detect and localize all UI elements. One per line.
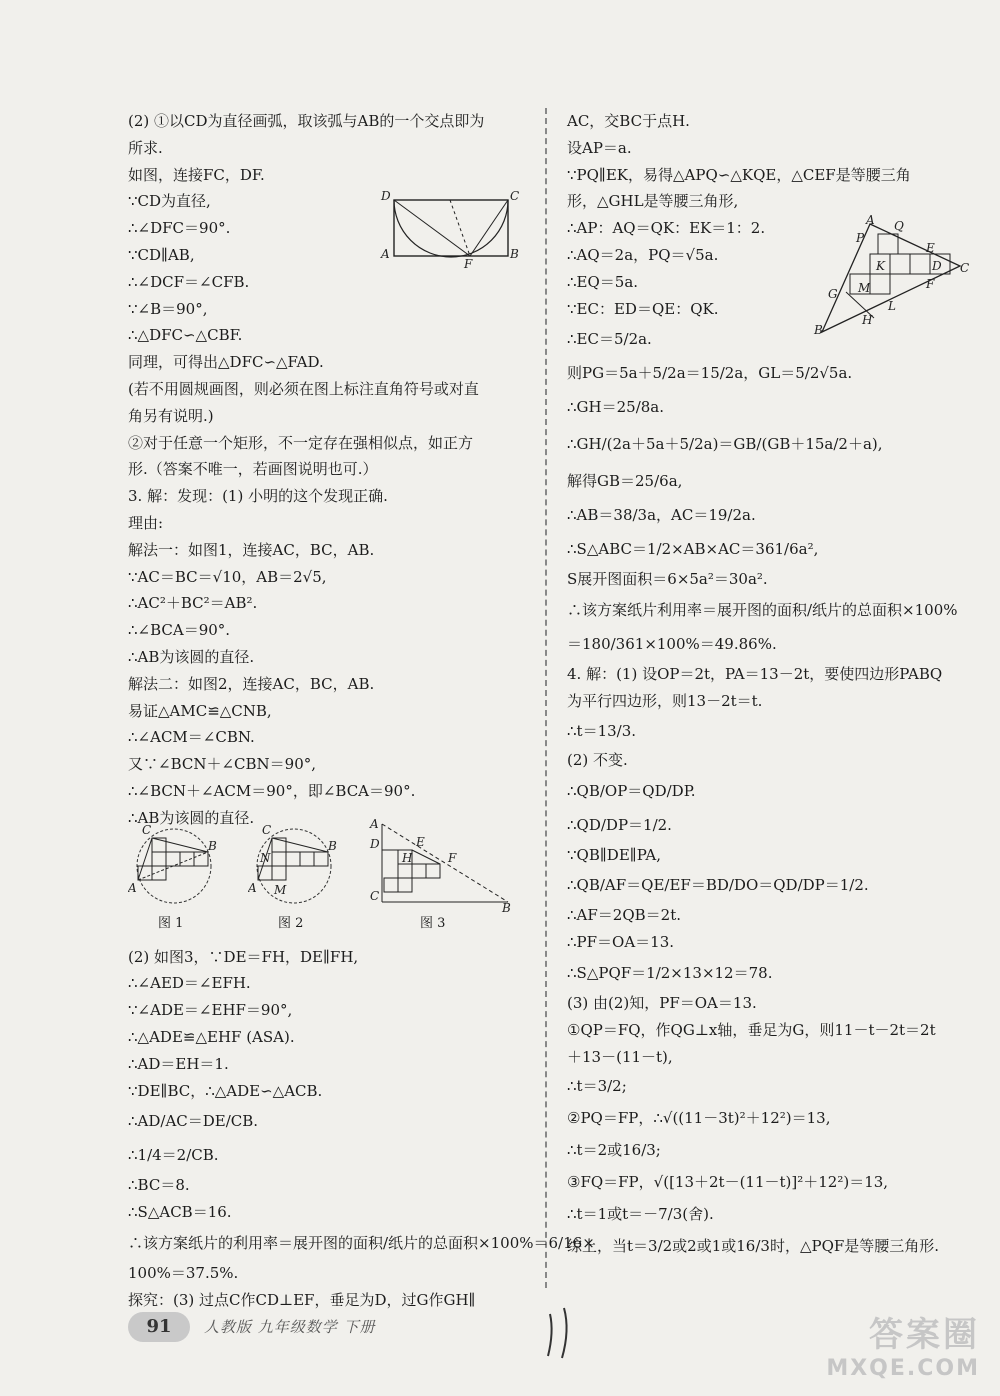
text-line: 解法一：如图1，连接AC，BC，AB. (128, 540, 375, 559)
fig-tri-label: P (856, 231, 865, 245)
text-line: ∴EC＝5/2a. (567, 330, 652, 349)
text-line: ＝180/361×100%＝49.86%. (567, 635, 777, 654)
text-line: 角另有说明.) (128, 406, 214, 425)
rectangle-arc-figure (378, 186, 528, 268)
text-line: S展开图面积＝6×5a²＝30a². (567, 570, 768, 589)
watermark (826, 1307, 980, 1381)
text-line: 又∵∠BCN＋∠CBN＝90°, (128, 755, 317, 774)
text-line: 同理，可得出△DFC∽△FAD. (128, 353, 324, 372)
handwritten-mark (540, 1300, 600, 1360)
figure-2-caption: 图 2 (278, 916, 304, 931)
page-number: 91 (128, 1312, 190, 1342)
text-line: ∵CD为直径, (128, 192, 211, 211)
text-line: ∴t＝13/3. (567, 721, 637, 740)
text-line: ∵PQ∥EK，易得△APQ∽△KQE，△CEF是等腰三角 (567, 165, 911, 184)
fig2-label: N (260, 851, 271, 865)
text-line: ∴∠BCN＋∠ACM＝90°，即∠BCA＝90°. (128, 781, 416, 800)
column-divider (545, 108, 547, 1288)
text-line: ∴AB为该圆的直径. (128, 808, 255, 827)
text-line: ∴AD＝EH＝1. (128, 1054, 229, 1073)
text-line: 理由: (128, 513, 164, 532)
text-line: ∴GH/(2a＋5a＋5/2a)＝GB/(GB＋15a/2＋a), (567, 435, 883, 454)
text-line: ∴∠BCA＝90°. (128, 621, 231, 640)
fig-rect-label: F (464, 257, 473, 268)
text-line: ∴QB/AF＝QE/EF＝BD/DO＝QD/DP＝1/2. (567, 876, 869, 895)
watermark-title: 答案圈 (869, 1315, 980, 1355)
figure-1 (128, 822, 220, 906)
text-line: (2) 如图3，∵DE＝FH，DE∥FH, (128, 947, 359, 966)
fig3-label: E (416, 835, 425, 849)
text-line: ∴AB为该圆的直径. (128, 647, 255, 666)
text-line: 形，△GHL是等腰三角形, (567, 192, 739, 211)
fig-tri-label: B (814, 323, 823, 337)
left-text-block-3 (128, 1104, 595, 1313)
text-line: ∴PF＝OA＝13. (567, 933, 675, 952)
text-line: ∴GH＝25/8a. (567, 398, 665, 417)
text-line: ∴QD/DP＝1/2. (567, 815, 672, 834)
fig-tri-label: D (932, 259, 942, 273)
figure-2 (248, 822, 340, 906)
text-line: 设AP＝a. (567, 138, 632, 157)
fig-tri-label: C (960, 261, 970, 275)
fig-rect-label: D (381, 189, 391, 203)
text-line: ∴t＝2或16/3; (567, 1141, 661, 1160)
text-line: ∴AB＝38/3a，AC＝19/2a. (567, 506, 756, 525)
text-line: ∴1/4＝2/CB. (128, 1146, 219, 1165)
text-line: ∵AC＝BC＝√10，AB＝2√5, (128, 567, 327, 586)
watermark-url: MXQE.COM (826, 1356, 980, 1381)
fig1-label: B (208, 839, 217, 853)
text-line: ∴S△PQF＝1/2×13×12＝78. (567, 963, 773, 982)
text-line: ∴△ADE≌△EHF (ASA). (128, 1027, 295, 1046)
fig-tri-label: E (926, 241, 935, 255)
text-line: ∵EC：ED＝QE：QK. (567, 299, 719, 318)
fig-rect-label: B (510, 247, 519, 261)
text-line: (2) 不变. (567, 750, 628, 769)
text-line: AC，交BC于点H. (567, 112, 690, 130)
text-line: 为平行四边形，则13－2t＝t. (567, 691, 763, 710)
text-line: ∴AD/AC＝DE/CB. (128, 1112, 259, 1131)
fig3-label: H (402, 851, 413, 865)
text-line: ∴AQ＝2a，PQ＝√5a. (567, 245, 719, 264)
fig-tri-label: K (876, 259, 885, 273)
fig1-label: C (142, 823, 152, 837)
text-line: 探究：(3) 过点C作CD⊥EF，垂足为D，过G作GH∥ (128, 1290, 476, 1309)
text-line: 100%＝37.5%. (128, 1263, 239, 1282)
text-line: ∴QB/OP＝QD/DP. (567, 781, 696, 800)
fig-tri-label: F (926, 277, 935, 291)
text-line: ∴∠ACM＝∠CBN. (128, 728, 255, 747)
text-line: ∵∠B＝90°, (128, 299, 208, 318)
text-line: 形.（答案不唯一，若画图说明也可.） (128, 460, 378, 479)
text-line: ∴∠DCF＝∠CFB. (128, 272, 250, 291)
right-text-block-1 (567, 108, 972, 661)
fig-tri-label: Q (894, 219, 904, 233)
text-line: (3) 由(2)知，PF＝OA＝13. (567, 993, 757, 1012)
figure-1-caption: 图 1 (158, 916, 184, 931)
fig3-label: A (370, 817, 379, 831)
text-line: ∴BC＝8. (128, 1176, 190, 1195)
text-line: 如图，连接FC，DF. (128, 165, 265, 184)
text-line: 综上，当t＝3/2或2或1或16/3时，△PQF是等腰三角形. (567, 1237, 940, 1256)
text-line: 易证△AMC≌△CNB, (128, 701, 272, 720)
text-line: ∴EQ＝5a. (567, 272, 639, 291)
text-line: ∴S△ABC＝1/2×AB×AC＝361/6a², (567, 540, 819, 559)
text-line: ∴AC²＋BC²＝AB². (128, 594, 258, 613)
text-line: 3. 解：发现：(1) 小明的这个发现正确. (128, 487, 388, 506)
fig-rect-label: A (381, 247, 390, 261)
fig-tri-label: G (828, 287, 838, 301)
page-footer (128, 1312, 376, 1342)
text-line: ∴AF＝2QB＝2t. (567, 906, 681, 925)
text-line: ∴该方案纸片的利用率＝展开图的面积/纸片的总面积×100%＝6/16× (128, 1233, 595, 1252)
fig3-label: B (502, 901, 511, 914)
fig3-label: F (448, 851, 457, 865)
text-line: ∵∠ADE＝∠EHF＝90°, (128, 1001, 293, 1020)
fig3-label: D (370, 837, 380, 851)
text-line: (若不用圆规画图，则必须在图上标注直角符号或对直 (128, 379, 479, 398)
fig-rect-label: C (510, 189, 520, 203)
text-line: ③FQ＝FP，√([13＋2t－(11－t)]²＋12²)＝13, (567, 1173, 889, 1192)
text-line: ∴该方案纸片利用率＝展开图的面积/纸片的总面积×100% (567, 601, 958, 620)
text-line: ∴t＝3/2; (567, 1077, 627, 1096)
text-line: ∴∠AED＝∠EFH. (128, 974, 251, 993)
text-line: ①QP＝FQ，作QG⊥x轴，垂足为G，则11－t－2t＝2t (567, 1020, 936, 1039)
text-line: ∵DE∥BC，∴△ADE∽△ACB. (128, 1081, 323, 1100)
text-line: ∵CD∥AB, (128, 245, 195, 264)
text-line: 则PG＝5a＋5/2a＝15/2a，GL＝5/2√5a. (567, 364, 853, 383)
fig-tri-label: M (858, 281, 871, 295)
right-text-block-2 (567, 661, 972, 1262)
fig-tri-label: A (866, 214, 875, 227)
text-line: ∴t＝1或t＝－7/3(舍). (567, 1205, 714, 1224)
figure-3 (368, 814, 514, 914)
text-line: 所求. (128, 138, 163, 157)
text-line: ∵QB∥DE∥PA, (567, 845, 662, 864)
fig2-label: B (328, 839, 337, 853)
text-line: ②对于任意一个矩形，不一定存在强相似点，如正方 (128, 433, 474, 452)
text-line: ＋13－(11－t), (567, 1047, 673, 1066)
figure-3-caption: 图 3 (420, 916, 446, 931)
fig2-label: A (248, 881, 257, 895)
book-title: 人教版 九年级数学 下册 (204, 1318, 376, 1336)
text-line: ②PQ＝FP，∴√((11－3t)²＋12²)＝13, (567, 1109, 831, 1128)
text-line: 解得GB＝25/6a, (567, 472, 683, 491)
text-line: 4. 解：(1) 设OP＝2t，PA＝13－2t，要使四边形PABQ (567, 665, 943, 684)
fig-tri-label: L (888, 299, 896, 313)
text-line: ∴S△ACB＝16. (128, 1203, 232, 1222)
left-column (128, 108, 595, 1313)
text-line: ∴△DFC∽△CBF. (128, 326, 243, 345)
left-text-block-2 (128, 944, 528, 1105)
triangle-grid-figure (810, 214, 970, 338)
fig3-label: C (370, 889, 380, 903)
fig2-label: C (262, 823, 272, 837)
text-line: (2) ①以CD为直径画弧，取该弧与AB的一个交点即为 (128, 112, 485, 130)
fig2-label: M (274, 883, 287, 897)
text-line: ∴∠DFC＝90°. (128, 219, 231, 238)
fig-tri-label: H (862, 313, 873, 327)
text-line: 解法二：如图2，连接AC，BC，AB. (128, 674, 375, 693)
fig1-label: A (128, 881, 137, 895)
text-line: ∴AP：AQ＝QK：EK＝1：2. (567, 219, 766, 238)
